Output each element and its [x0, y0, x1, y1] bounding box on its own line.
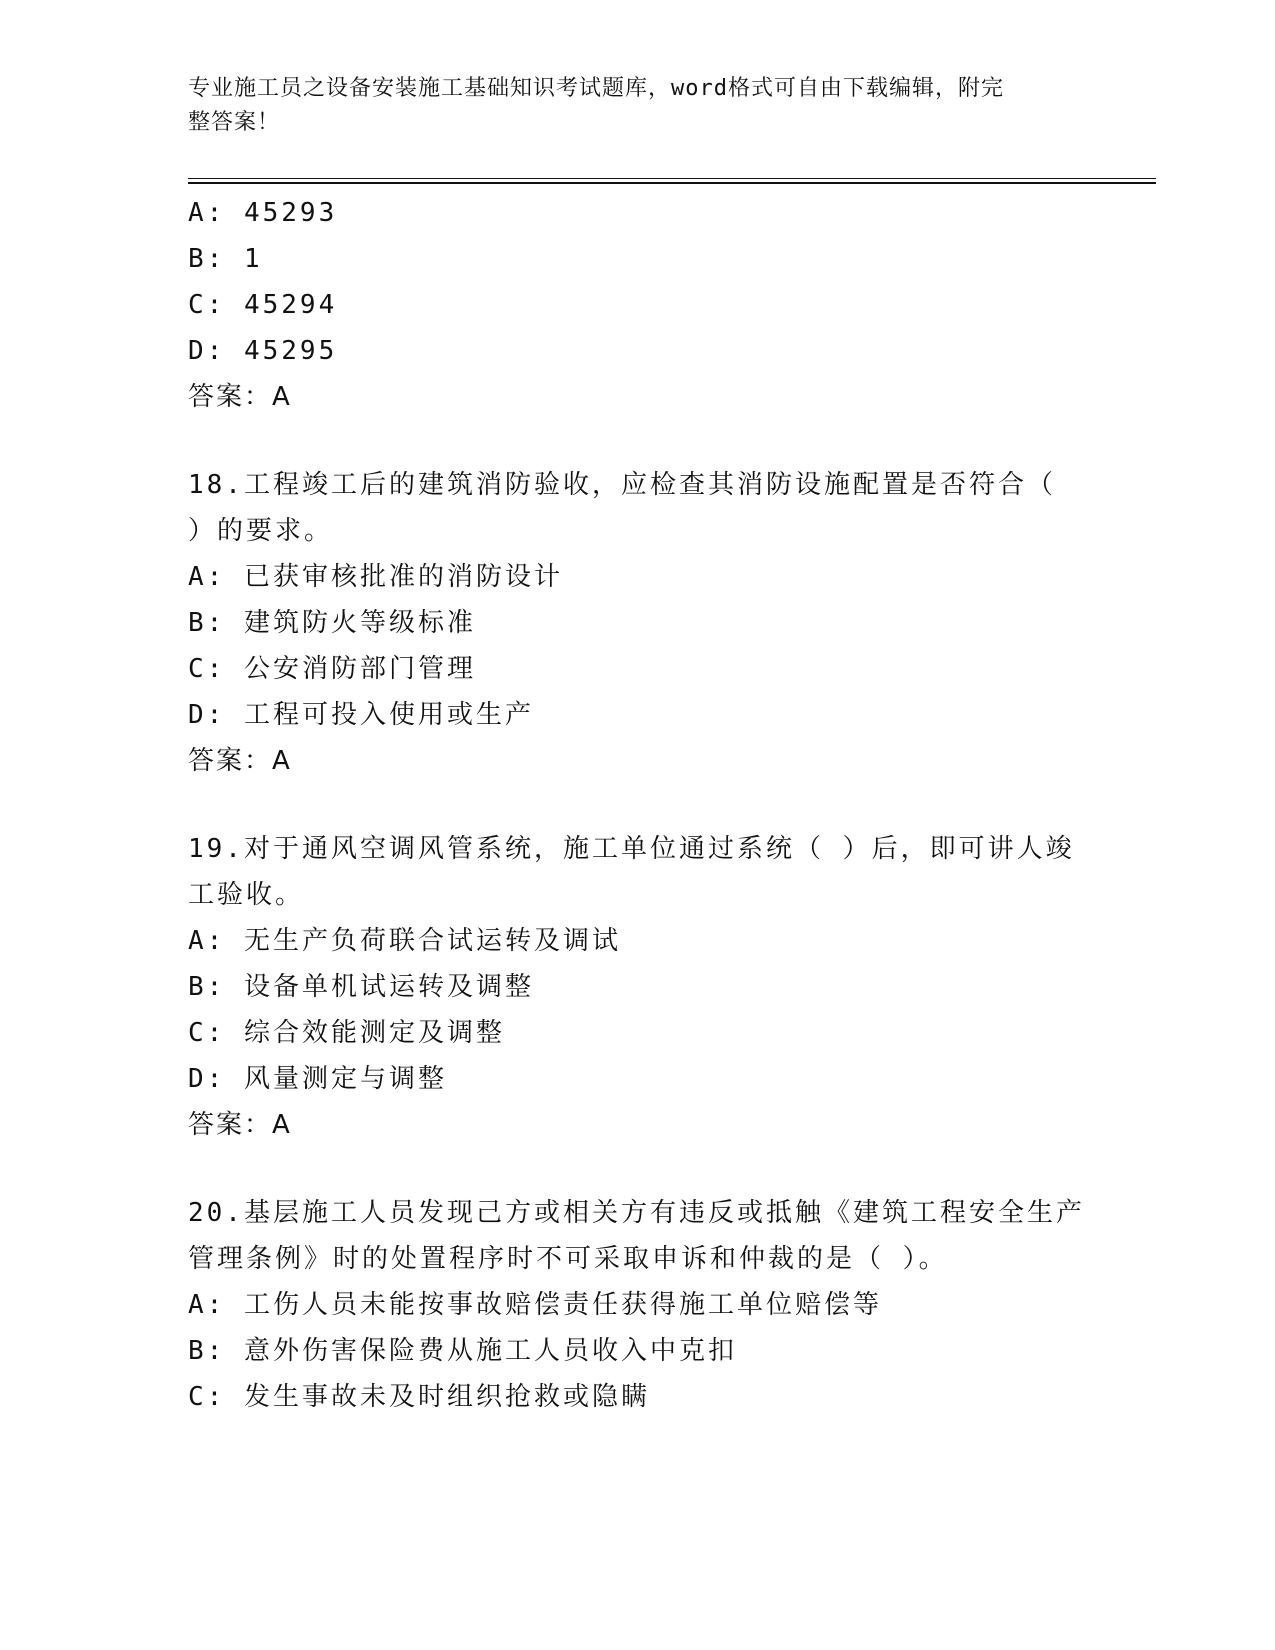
- option-c: C: 发生事故未及时组织抢救或隐瞒: [188, 1382, 650, 1412]
- question-block-17: [188, 190, 1088, 420]
- option-b: B: 建筑防火等级标准: [188, 608, 476, 638]
- option-d: D: 45295: [188, 336, 338, 366]
- answer-line: 答案：A: [188, 382, 292, 412]
- question-text-line-2: 管理条例》时的处置程序时不可采取申诉和仲裁的是（ ）。: [188, 1244, 948, 1274]
- header-line-1: 专业施工员之设备安装施工基础知识考试题库，word格式可自由下载编辑，附完: [188, 76, 1004, 101]
- header-divider-thick: [188, 182, 1156, 184]
- option-b: B: 1: [188, 244, 263, 274]
- header-divider-thin: [188, 178, 1156, 179]
- answer-line: 答案：A: [188, 746, 292, 776]
- option-d: D: 工程可投入使用或生产: [188, 700, 534, 730]
- option-c: C: 45294: [188, 290, 338, 320]
- question-block-18: [188, 462, 1088, 784]
- option-d: D: 风量测定与调整: [188, 1064, 447, 1094]
- option-a: A: 已获审核批准的消防设计: [188, 562, 563, 592]
- answer-line: 答案：A: [188, 1110, 292, 1140]
- option-b: B: 意外伤害保险费从施工人员收入中克扣: [188, 1336, 737, 1366]
- question-text-line-2: 工验收。: [188, 880, 305, 910]
- question-list: [188, 190, 1088, 1420]
- option-a: A: 工伤人员未能按事故赔偿责任获得施工单位赔偿等: [188, 1290, 882, 1320]
- question-block-19: [188, 826, 1088, 1148]
- question-text-line-1: 18.工程竣工后的建筑消防验收，应检查其消防设施配置是否符合（: [188, 470, 1056, 500]
- document-header: [188, 72, 1068, 140]
- question-block-20: [188, 1190, 1088, 1420]
- option-c: C: 综合效能测定及调整: [188, 1018, 505, 1048]
- question-text-line-1: 20.基层施工人员发现己方或相关方有违反或抵触《建筑工程安全生产: [188, 1198, 1085, 1228]
- question-text-line-2: ）的要求。: [188, 516, 334, 546]
- option-b: B: 设备单机试运转及调整: [188, 972, 534, 1002]
- option-a: A: 45293: [188, 198, 338, 228]
- question-text-line-1: 19.对于通风空调风管系统，施工单位通过系统（ ）后，即可讲人竣: [188, 834, 1075, 864]
- option-c: C: 公安消防部门管理: [188, 654, 476, 684]
- option-a: A: 无生产负荷联合试运转及调试: [188, 926, 621, 956]
- header-line-2: 整答案！: [188, 110, 281, 135]
